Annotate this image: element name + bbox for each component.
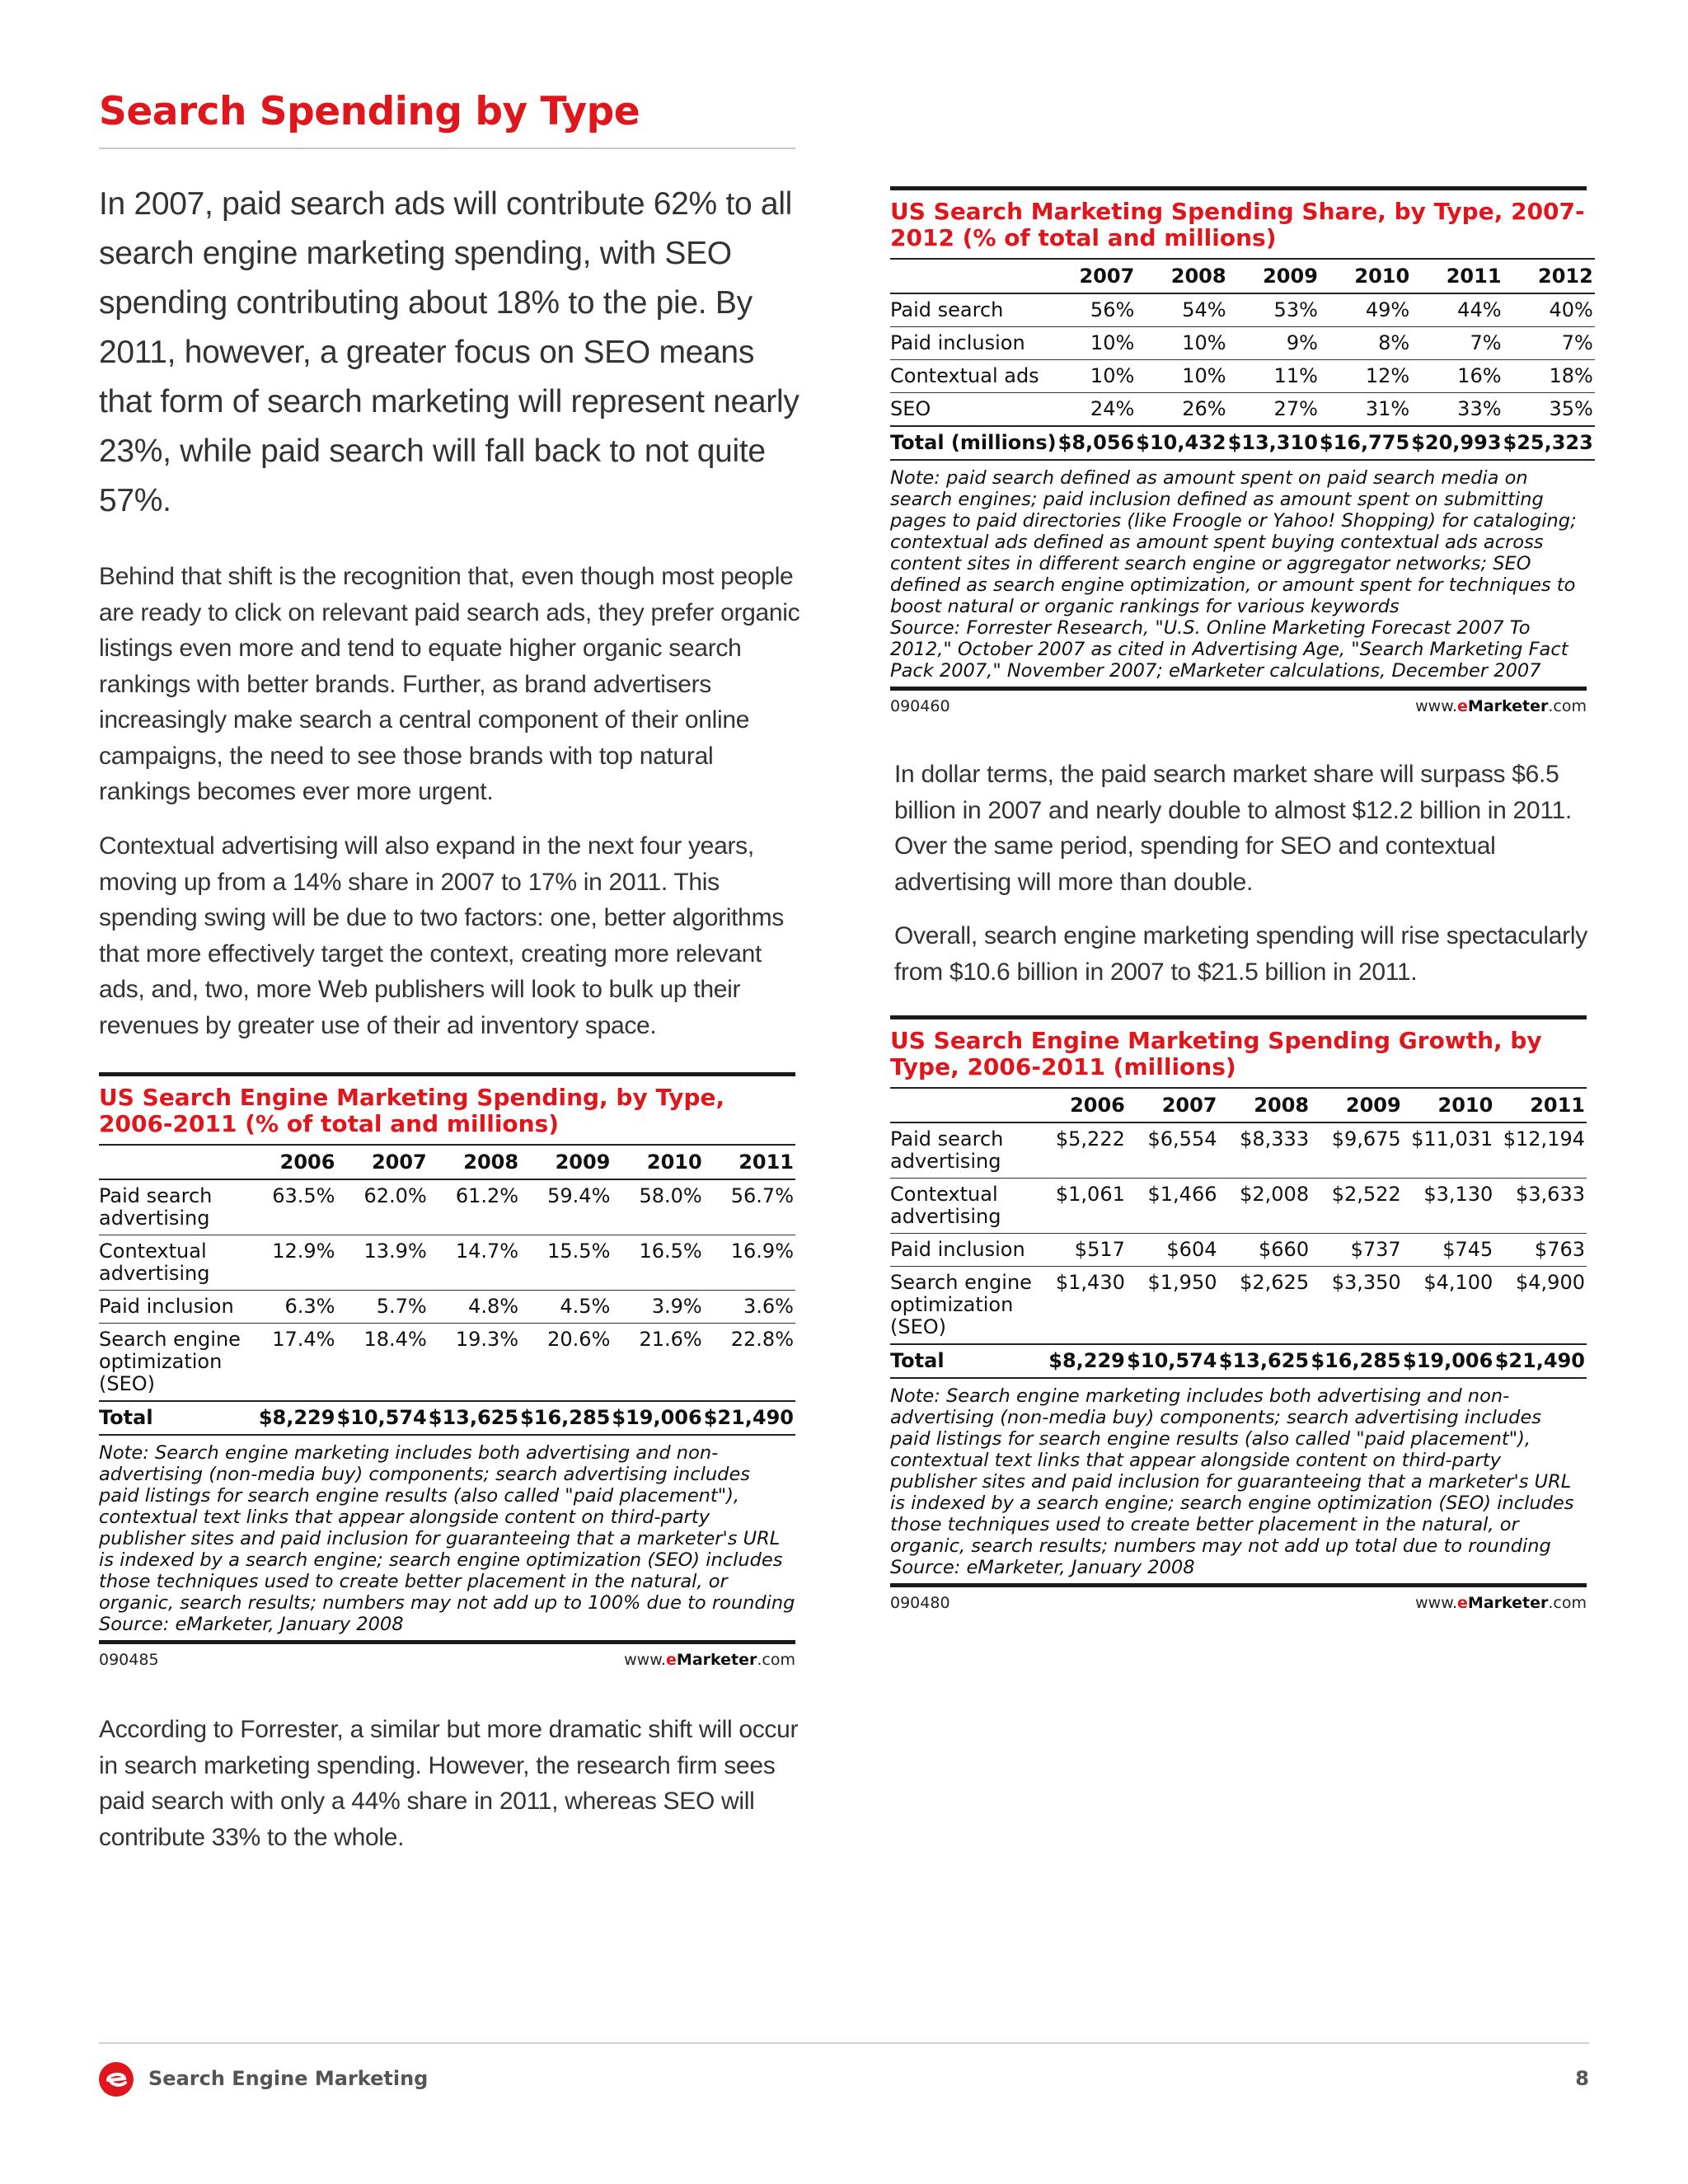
table-cell: $13,310: [1228, 426, 1320, 460]
table-cell: 10%: [1058, 327, 1137, 360]
table-cell: 15.5%: [520, 1235, 612, 1291]
table-cell: $20,993: [1411, 426, 1503, 460]
table-cell: $19,006: [612, 1401, 703, 1435]
table-cell: $8,333: [1218, 1122, 1311, 1179]
data-table: [890, 258, 1595, 461]
source-text: Source: Forrester Research, "U.S. Online Marketing Forecast 2007 To 2012," October 2007 as cited in Advertising Age, "Search Marketing Fact Pack 2007," November 2007; eMarketer calculations, December 2007: [890, 617, 1568, 682]
source-text: Source: eMarketer, January 2008: [890, 1557, 1195, 1578]
table-cell: $3,350: [1311, 1267, 1403, 1345]
table-note: [890, 461, 1587, 691]
table-cell: $1,950: [1127, 1267, 1219, 1345]
table-cell: 19.3%: [429, 1324, 520, 1402]
table-cell: $2,522: [1311, 1179, 1403, 1234]
page-title: Search Spending by Type: [99, 89, 795, 149]
table-cell: $5,222: [1048, 1122, 1127, 1179]
brand-url: www.eMarketer.com: [624, 1651, 795, 1669]
table-cell: 4.5%: [520, 1291, 612, 1324]
column-header: 2011: [1494, 1088, 1587, 1122]
row-label: Total (millions): [890, 426, 1058, 460]
row-label: Paid inclusion: [890, 327, 1058, 360]
table-cell: $16,285: [520, 1401, 612, 1435]
table-cell: $10,574: [1127, 1344, 1219, 1378]
table-cell: 40%: [1503, 293, 1595, 327]
table-cell: 44%: [1411, 293, 1503, 327]
emarketer-logo-icon: [99, 2062, 134, 2097]
brand-url: www.eMarketer.com: [1415, 697, 1587, 715]
table-cell: $763: [1494, 1234, 1587, 1267]
table-cell: 16.9%: [704, 1235, 795, 1291]
table-cell: $8,229: [259, 1401, 337, 1435]
table-row: [890, 1179, 1587, 1234]
table-cell: $1,061: [1048, 1179, 1127, 1234]
table-cell: 24%: [1058, 393, 1137, 427]
table-cell: 10%: [1136, 327, 1227, 360]
note-text: Note: paid search defined as amount spent on paid search media on search engines; paid inclusion defined as amount spent on submitting pages to paid directories (like Froogle or Yahoo! Shopping) for cataloging; contextual ads defined as amount spent buying contextual ads across content sites in different search engine or aggregator networks; SEO defined as search engine optimization, or amount spent for techniques to boost natural or organic rankings for various keywords: [890, 467, 1577, 617]
table-cell: 10%: [1058, 360, 1137, 393]
body-paragraph-1: Behind that shift is the recognition that, even though most people are ready to click on relevant paid search ads, they prefer organic listings even more and tend to equate higher organic search rankings with better brands. Further, as brand advertisers increasingly make search a central component of their online campaigns, the need to see those brands with top natural rankings becomes ever more urgent.: [99, 563, 800, 805]
table-cell: 26%: [1136, 393, 1227, 427]
table-cell: 12%: [1320, 360, 1411, 393]
table-cell: 16%: [1411, 360, 1503, 393]
table-cell: $21,490: [704, 1401, 795, 1435]
table-cell: $2,008: [1218, 1179, 1311, 1234]
table-footer: [890, 691, 1587, 715]
table-cell: $1,430: [1048, 1267, 1127, 1345]
table-total-row: [99, 1401, 795, 1435]
lead-paragraph: In 2007, paid search ads will contribute 62% to all search engine marketing spending, with SEO spending contributing about 18% to the pie. By 2011, however, a greater focus on SEO means that form of search marketing will represent nearly 23%, while paid search will fall back to not quite 57%.: [99, 186, 799, 518]
table-cell: 49%: [1320, 293, 1411, 327]
table-cell: 16.5%: [612, 1235, 703, 1291]
table-cell: $2,625: [1218, 1267, 1311, 1345]
table-cell: $737: [1311, 1234, 1403, 1267]
table-cell: 35%: [1503, 393, 1595, 427]
table-cell: $13,625: [429, 1401, 520, 1435]
chart-id: 090485: [99, 1651, 159, 1669]
table-row: [99, 1324, 795, 1402]
data-table: [890, 1087, 1587, 1379]
row-label: Paid inclusion: [890, 1234, 1048, 1267]
table-sem-spending-by-type: [99, 1072, 795, 1669]
table-cell: $21,490: [1494, 1344, 1587, 1378]
table-cell: 18.4%: [336, 1324, 428, 1402]
table-total-row: [890, 426, 1595, 460]
column-header: 2007: [336, 1145, 428, 1179]
table-cell: 58.0%: [612, 1179, 703, 1235]
table-cell: 17.4%: [259, 1324, 337, 1402]
table-cell: 12.9%: [259, 1235, 337, 1291]
table-cell: 31%: [1320, 393, 1411, 427]
table-cell: 61.2%: [429, 1179, 520, 1235]
row-label: Contextual advertising: [890, 1179, 1048, 1234]
table-row: [890, 1122, 1587, 1179]
table-cell: 59.4%: [520, 1179, 612, 1235]
table-cell: 5.7%: [336, 1291, 428, 1324]
table-cell: $3,130: [1403, 1179, 1495, 1234]
table-row: [890, 327, 1595, 360]
row-label: Paid search advertising: [99, 1179, 259, 1235]
row-label: Search engine optimization (SEO): [890, 1267, 1048, 1345]
table-cell: $3,633: [1494, 1179, 1587, 1234]
row-label: Total: [890, 1344, 1048, 1378]
row-label: SEO: [890, 393, 1058, 427]
column-header: 2008: [429, 1145, 520, 1179]
row-label: Contextual ads: [890, 360, 1058, 393]
table-row: [890, 1234, 1587, 1267]
column-header: 2007: [1127, 1088, 1219, 1122]
column-header: 2010: [1320, 259, 1411, 293]
table-cell: 7%: [1411, 327, 1503, 360]
table-cell: 4.8%: [429, 1291, 520, 1324]
table-cell: 8%: [1320, 327, 1411, 360]
table-cell: 3.9%: [612, 1291, 703, 1324]
column-header: 2009: [1228, 259, 1320, 293]
table-cell: 11%: [1228, 360, 1320, 393]
table-row: [99, 1235, 795, 1291]
table-cell: $12,194: [1494, 1122, 1587, 1179]
table-cell: $25,323: [1503, 426, 1595, 460]
table-cell: $660: [1218, 1234, 1311, 1267]
row-label: Paid search advertising: [890, 1122, 1048, 1179]
note-text: Note: Search engine marketing includes both advertising and non-advertising (non-media buy) components; search advertising includes paid listings for search engine results (also called "paid placement"), contextual text links that appear alongside content on third-party publisher sites and paid inclusion for guaranteeing that a marketer's URL is indexed by a search engine; search engine optimization (SEO) includes those techniques used to create better placement in the natural, or organic, search results; numbers may not add up to 100% due to rounding: [99, 1442, 795, 1614]
row-label: Search engine optimization (SEO): [99, 1324, 259, 1402]
body-paragraph-3: According to Forrester, a similar but more dramatic shift will occur in search marketing spending. However, the research firm sees paid search with only a 44% share in 2011, whereas SEO will contribute 33% to the whole.: [99, 1716, 799, 1851]
table-row: [99, 1179, 795, 1235]
table-cell: $1,466: [1127, 1179, 1219, 1234]
row-label: Total: [99, 1401, 259, 1435]
table-cell: 20.6%: [520, 1324, 612, 1402]
column-header: 2012: [1503, 259, 1595, 293]
table-total-row: [890, 1344, 1587, 1378]
table-row: [99, 1291, 795, 1324]
table-sem-growth-by-type: [890, 1015, 1587, 1612]
table-title: US Search Marketing Spending Share, by Type, 2007-2012 (% of total and millions): [890, 198, 1585, 251]
table-cell: 10%: [1136, 360, 1227, 393]
table-cell: 6.3%: [259, 1291, 337, 1324]
table-cell: 7%: [1503, 327, 1595, 360]
table-cell: 62.0%: [336, 1179, 428, 1235]
table-row: [890, 360, 1595, 393]
table-cell: $13,625: [1218, 1344, 1311, 1378]
table-note: [890, 1379, 1587, 1587]
source-text: Source: eMarketer, January 2008: [99, 1614, 404, 1635]
table-cell: 33%: [1411, 393, 1503, 427]
column-header: 2011: [704, 1145, 795, 1179]
table-title: US Search Engine Marketing Spending, by Type, 2006-2011 (% of total and millions): [99, 1084, 725, 1137]
column-header: 2009: [520, 1145, 612, 1179]
table-cell: $19,006: [1403, 1344, 1495, 1378]
table-row: [890, 1267, 1587, 1345]
column-header: 2008: [1218, 1088, 1311, 1122]
table-cell: 54%: [1136, 293, 1227, 327]
table-footer: [890, 1587, 1587, 1612]
body-paragraph-2: Contextual advertising will also expand in the next four years, moving up from a 14% share in 2007 to 17% in 2011. This spending swing will be due to two factors: one, better algorithms that more effectively target the context, creating more relevant ads, and, two, more Web publishers will look to bulk up their revenues by greater use of their ad inventory space.: [99, 832, 784, 1039]
column-header: 2009: [1311, 1088, 1403, 1122]
table-cell: $16,775: [1320, 426, 1411, 460]
table-cell: 56%: [1058, 293, 1137, 327]
table-cell: $745: [1403, 1234, 1495, 1267]
table-title: US Search Engine Marketing Spending Growth, by Type, 2006-2011 (millions): [890, 1027, 1542, 1080]
column-header: 2006: [1048, 1088, 1127, 1122]
table-cell: 53%: [1228, 293, 1320, 327]
table-cell: $4,900: [1494, 1267, 1587, 1345]
table-footer: [99, 1644, 795, 1669]
page-number: 8: [1575, 2067, 1589, 2090]
brand-url: www.eMarketer.com: [1415, 1594, 1587, 1612]
column-header: 2011: [1411, 259, 1503, 293]
table-search-share-by-type: [890, 186, 1593, 715]
table-cell: 3.6%: [704, 1291, 795, 1324]
table-cell: $604: [1127, 1234, 1219, 1267]
table-row: [890, 293, 1595, 327]
column-header: 2007: [1058, 259, 1137, 293]
table-cell: 27%: [1228, 393, 1320, 427]
table-cell: $8,229: [1048, 1344, 1127, 1378]
table-cell: 63.5%: [259, 1179, 337, 1235]
table-cell: $517: [1048, 1234, 1127, 1267]
table-cell: 56.7%: [704, 1179, 795, 1235]
row-label: Contextual advertising: [99, 1235, 259, 1291]
table-cell: $11,031: [1403, 1122, 1495, 1179]
column-header: 2010: [1403, 1088, 1495, 1122]
table-cell: 13.9%: [336, 1235, 428, 1291]
table-cell: $16,285: [1311, 1344, 1403, 1378]
chart-id: 090460: [890, 697, 950, 715]
table-cell: 22.8%: [704, 1324, 795, 1402]
footer-divider: [99, 2042, 1589, 2044]
column-header: 2010: [612, 1145, 703, 1179]
column-header: 2008: [1136, 259, 1227, 293]
table-cell: 14.7%: [429, 1235, 520, 1291]
table-cell: $8,056: [1058, 426, 1137, 460]
table-cell: $10,574: [336, 1401, 428, 1435]
table-cell: 18%: [1503, 360, 1595, 393]
data-table: [99, 1144, 795, 1436]
column-header: 2006: [259, 1145, 337, 1179]
table-cell: $9,675: [1311, 1122, 1403, 1179]
table-cell: 21.6%: [612, 1324, 703, 1402]
row-label: Paid inclusion: [99, 1291, 259, 1324]
footer-section-title: Search Engine Marketing: [148, 2067, 429, 2090]
table-note: [99, 1436, 795, 1644]
body-paragraph-4: In dollar terms, the paid search market share will surpass $6.5 billion in 2007 and nearly double to almost $12.2 billion in 2011. Over the same period, spending for SEO and contextual advertising will more than double.: [894, 761, 1572, 896]
table-cell: $6,554: [1127, 1122, 1219, 1179]
table-cell: $4,100: [1403, 1267, 1495, 1345]
table-cell: $10,432: [1136, 426, 1227, 460]
row-label: Paid search: [890, 293, 1058, 327]
table-cell: 9%: [1228, 327, 1320, 360]
chart-id: 090480: [890, 1594, 950, 1612]
note-text: Note: Search engine marketing includes both advertising and non-advertising (non-media buy) components; search advertising includes paid listings for search engine results (also called "paid placement"), contextual text links that appear alongside content on third-party publisher sites and paid inclusion for guaranteeing that a marketer's URL is indexed by a search engine; search engine optimization (SEO) includes those techniques used to create better placement in the natural, or organic, search results; numbers may not add up total due to rounding: [890, 1385, 1574, 1557]
table-row: [890, 393, 1595, 427]
body-paragraph-5: Overall, search engine marketing spending will rise spectacularly from $10.6 billion in 2007 to $21.5 billion in 2011.: [894, 922, 1587, 986]
